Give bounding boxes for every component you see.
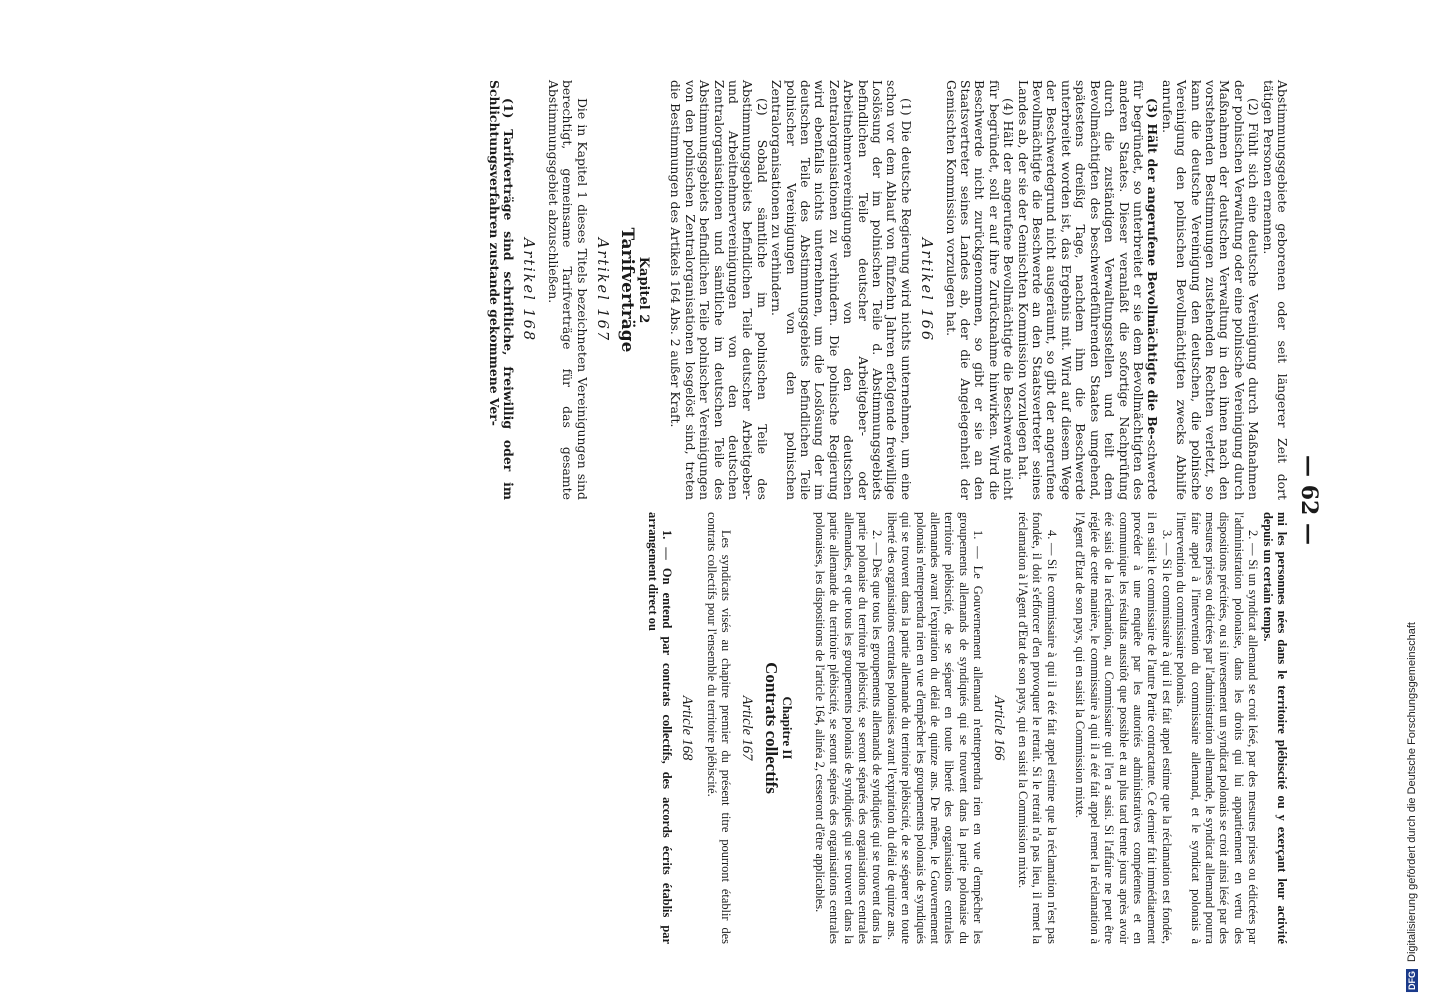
chapter-label: Chapitre II [780, 696, 796, 760]
paragraph: 2. — Si un syndicat allemand se croit lésé, par des mesures prises ou édictées par l'administration polonaise, dans les droits qui lui appartiennent en vertu des dispositions précitées, ou si inversement un syndicat polonais se croit ainsi lésé par des mesures prises ou édictées par l'administration allemande, le syndicat allemand pourra faire appel à l'intervention du commissaire allemand, et le syndicat polonais à l'intervention du commissaire polonais. [1174, 512, 1261, 944]
paragraph: 1. — Le Gouvernement allemand n'entreprendra rien en vue d'empêcher les groupements allemands de syndiqués qui se trouvent dans la partie polonaise du territoire plébiscité, de se séparer en toute liberté des organisations centrales allemandes avant l'expiration du délai de quinze ans. De même, le Gouvernement polonais n'entreprendra rien en vue d'empêcher les groupements polonais de syndiqués qui se trouvent dans la partie allemande du territoire plébiscité, de se séparer en toute liberté des organisations centrales polonaises avant l'expiration du délai de quinze ans. [884, 512, 986, 944]
article-title: Artikel 167 [594, 237, 611, 343]
paragraph-text: schwerde für begründet, so unterbreitet er sie dem Bevollmächtigten des anderen Staates. Dieser veranlaßt die sofortige Nachprüfung durch die zuständigen Verwaltungsstellen und teilt dem Bevollmächtigten des beschwerdeführenden Staates umgehend, spätestens dreißig Tage, nachdem ihm die Beschwerde unterbreitet worden ist, das Ergebnis mit. Wird auf diesem Wege der Beschwerdegrund nicht ausgeräumt, so gibt der angerufene Bevollmächtigte die Beschwerde an den Staatsvertreter seines Landes ab, der sie der Gemischten Kommission vorzulegen hat. [1015, 80, 1161, 500]
footer-credit [1406, 622, 1418, 992]
bold-lead: (3) Hält der angerufene Bevollmächtigte die Be- [1145, 98, 1161, 440]
page-number: — 62 — [1296, 455, 1322, 545]
article-title: Artikel 168 [520, 237, 537, 343]
article-title: Artikel 166 [918, 237, 935, 343]
paragraph: (1) Die deutsche Regierung wird nichts unternehmen, um eine schon vor dem Ablauf von fünfzehn Jahren erfolgende freiwillige Loslösung der im polnischen Teile d. Abstimmungsgebiets befindlichen Teile deutscher Arbeitgeber- oder Arbeitnehmervereinigungen von den deutschen Zentralorganisationen zu verhindern. Die polnische Regierung wird ebenfalls nichts unternehmen, um die Loslösung der im deutschen Teile des Abstimmungsgebiets befindlichen Teile polnischer Vereinigungen von den polnischen Zentralorganisationen zu verhindern. [769, 80, 914, 500]
paragraph: mi les personnes nées dans le territoire plébiscité ou y exerçant leur activité depuis un certain temps. [1260, 512, 1289, 944]
footer [1402, 0, 1432, 1000]
article-title: Article 167 [738, 695, 755, 761]
dfg-logo: DFG [1407, 971, 1417, 990]
chapter-title: Contrats collectifs [762, 662, 781, 794]
article-title: Article 166 [990, 695, 1007, 761]
paragraph: 3. — Si le commissaire à qui il est fait appel estime que la réclamation est fondée, il en saisit le commissaire de l'autre Partie contractante. Ce dernier fait immédiatement procéder à une enquête par les autorités administratives compétentes et en communique les résultats aussitôt que possible et au plus tard trente jours après avoir été saisi de la réclamation, au Commissaire qui l'en a saisi. Si l'affaire ne peut être réglée de cette manière, le commissaire à qui il a été fait appel remet la réclamation à l'Agent d'Etat de son pays, qui en saisit la Commission mixte. [1073, 512, 1174, 944]
footer-text: Digitalisierung gefördert durch die Deutsche Forschungsgemeinschaft [1406, 621, 1418, 962]
german-column [486, 80, 1289, 500]
french-column [645, 512, 1289, 944]
chapter-title: Tarifverträge [616, 227, 637, 353]
paragraph: Die in Kapitel 1 dieses Titels bezeichneten Vereinigungen sind berechtigt, gemeinsame Tarifverträge für das gesamte Abstimmungsgebiet abzuschließen. [545, 80, 590, 500]
paragraph: (4) Hält der angerufene Bevollmächtigte die Beschwerde nicht für begründet, soll er auf ihre Zurücknahme hinwirken. Wird die Beschwerde nicht zurückgenommen, so gibt er sie an den Staatsvertreter seines Landes ab, der die Angelegenheit der Gemischten Kommission vorzulegen hat. [943, 80, 1017, 500]
article-title: Article 168 [679, 695, 696, 761]
paragraph: (2) Sobald sämtliche im polnischen Teile des Abstimmungsgebiets befindlichen Teile deutscher Arbeitgeber- und Arbeitnehmervereinigungen von den deutschen Zentralorganisationen und sämtliche im deutschen Teile des Abstimmungsgebiets befindlichen Teile polnischer Vereinigungen von den polnischen Zentralorganisationen losgelöst sind, treten die Bestimmungen des Artikels 164 Abs. 2 außer Kraft. [668, 80, 770, 500]
paragraph: Abstimmungsgebiete geborenen oder seit längerer Zeit dort tätigen Personen ernennen. [1260, 80, 1290, 500]
paragraph: 4. — Si le commissaire à qui il a été fait appel estime que la réclamation n'est pas fondée, il doit s'efforcer d'en provoquer le retrait. Si le retrait n'a pas lieu, il remet la réclamation à l'Agent d'Etat de son pays, qui en saisit la Commission mixte. [1016, 512, 1059, 944]
paragraph: 2. — Dès que tous les groupements allemands de syndiqués qui se trouvent dans la partie polonaise du territoire plébiscité, se seront séparés des organisations centrales allemandes, et que tous les groupements polonais de syndiqués qui se trouvent dans la partie allemande du territoire plébiscité, se seront séparés des organisations centrales polonaises, les dispositions de l'article 164, alinéa 2, cesseront d'être applicables. [812, 512, 885, 944]
paragraph [1015, 80, 1159, 500]
paragraph: 1. — On entend par contrats collectifs, des accords écrits établis par arrangement direct ou [645, 512, 674, 944]
chapter-label: Kapitel 2 [635, 256, 651, 324]
paragraph: (2) Fühlt sich eine deutsche Vereinigung durch Maßnahmen der polnischen Verwaltung oder eine polnische Vereinigung durch Maßnahmen der deutschen Verwaltung in den ihnen nach den vorstehenden Bestimmungen zustehenden Rechten verletzt, so kann die deutsche Vereinigung den deutschen, die polnische Vereinigung den polnischen Bevollmächtigten zwecks Abhilfe anrufen. [1159, 80, 1262, 500]
paragraph: Les syndicats visés au chapitre premier du présent titre pourront établir des contrats collectifs pour l'ensemble du territoire plébiscité. [704, 512, 734, 944]
paragraph: (1) Tarifverträge sind schriftliche, freiwillig oder im Schlichtungsverfahren zustande gekommene Ver- [486, 80, 517, 500]
